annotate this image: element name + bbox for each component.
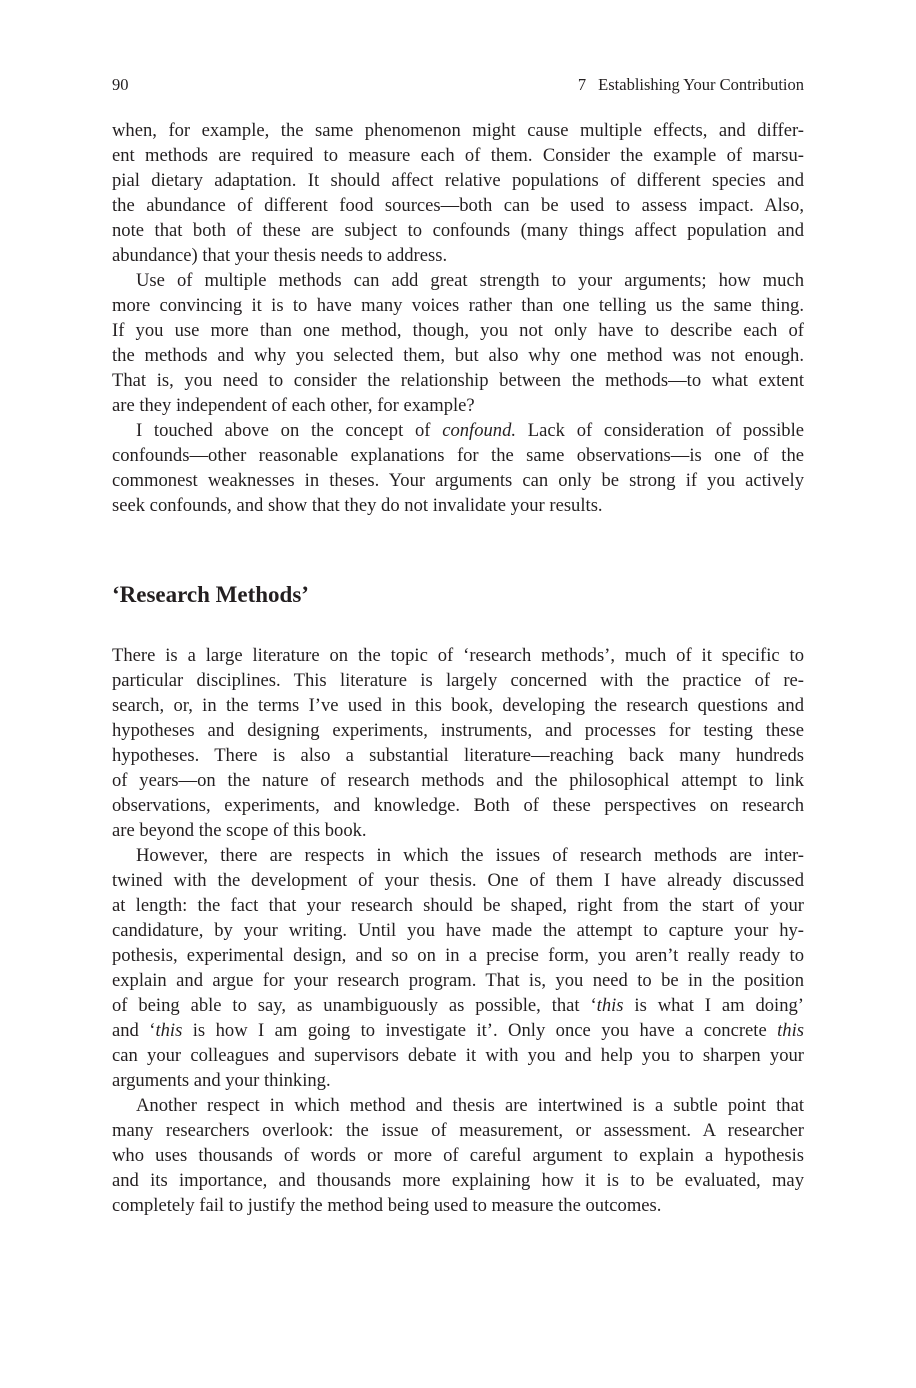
text-line: of years—on the nature of research methods and the philosophical attempt to link — [112, 770, 804, 791]
section-1-body — [112, 118, 804, 518]
text-line: are beyond the scope of this book. — [112, 820, 367, 841]
text-line — [112, 993, 804, 1018]
text-line: note that both of these are subject to confounds (many things affect population and — [112, 220, 804, 241]
text-line: explain and argue for your research program. That is, you need to be in the position — [112, 970, 804, 991]
text-line: That is, you need to consider the relationship between the methods—to what extent — [112, 370, 804, 391]
text-line — [112, 1018, 804, 1043]
text-line: particular disciplines. This literature is largely concerned with the practice of re- — [112, 670, 804, 691]
text-run: Lack of consideration of possible — [516, 420, 804, 441]
text-line: many researchers overlook: the issue of measurement, or assessment. A researcher — [112, 1120, 804, 1141]
paragraph — [112, 1093, 804, 1218]
page-number: 90 — [112, 75, 129, 94]
text-line: pothesis, experimental design, and so on in a precise form, you aren’t really ready to — [112, 945, 804, 966]
text-line: pial dietary adaptation. It should affect relative populations of different species and — [112, 170, 804, 191]
chapter-running-title — [578, 74, 804, 96]
paragraph — [112, 643, 804, 843]
paragraph — [112, 843, 804, 1093]
section-heading: ‘Research Methods’ — [112, 582, 309, 607]
emphasis-this: this — [777, 1020, 804, 1041]
paragraph — [112, 418, 804, 518]
text-line: hypotheses. There is also a substantial literature—reaching back many hundreds — [112, 745, 804, 766]
text-line: candidature, by your writing. Until you have made the attempt to capture your hy- — [112, 920, 804, 941]
text-line: completely fail to justify the method being used to measure the outcomes. — [112, 1195, 662, 1216]
text-line: when, for example, the same phenomenon might cause multiple effects, and differ- — [112, 120, 804, 141]
text-line — [112, 418, 804, 443]
text-line: Use of multiple methods can add great strength to your arguments; how much — [136, 270, 804, 291]
text-line: abundance) that your thesis needs to address. — [112, 245, 448, 266]
text-run: and ‘ — [112, 1020, 156, 1041]
text-line: twined with the development of your thesis. One of them I have already discussed — [112, 870, 804, 891]
paragraph — [112, 268, 804, 418]
text-line: and its importance, and thousands more explaining how it is to be evaluated, may — [112, 1170, 804, 1191]
text-run: is what I am doing’ — [623, 995, 804, 1016]
text-line: at length: the fact that your research should be shaped, right from the start of your — [112, 895, 804, 916]
text-run: is how I am going to investigate it’. Only once you have a concrete — [182, 1020, 778, 1041]
emphasis-confound: confound. — [442, 420, 517, 441]
section-2-body — [112, 643, 804, 1218]
emphasis-this: this — [596, 995, 624, 1016]
text-line: arguments and your thinking. — [112, 1070, 331, 1091]
text-line: ent methods are required to measure each of them. Consider the example of marsu- — [112, 145, 804, 166]
paragraph — [112, 118, 804, 268]
chapter-number: 7 — [577, 75, 587, 94]
text-line: hypotheses and designing experiments, instruments, and processes for testing these — [112, 720, 804, 741]
running-header — [112, 74, 804, 96]
text-line: the methods and why you selected them, but also why one method was not enough. — [112, 345, 804, 366]
text-line: the abundance of different food sources—both can be used to assess impact. Also, — [112, 195, 804, 216]
text-line: are they independent of each other, for example? — [112, 395, 475, 416]
text-line: If you use more than one method, though, you not only have to describe each of — [112, 320, 804, 341]
text-line: observations, experiments, and knowledge. Both of these perspectives on research — [112, 795, 804, 816]
chapter-title: Establishing Your Contribution — [598, 75, 804, 94]
text-line: commonest weaknesses in theses. Your arguments can only be strong if you actively — [112, 470, 804, 491]
text-line: more convincing it is to have many voices rather than one telling us the same thing. — [112, 295, 804, 316]
text-line: There is a large literature on the topic of ‘research methods’, much of it specific to — [112, 645, 804, 666]
text-line: confounds—other reasonable explanations for the same observations—is one of the — [112, 445, 804, 466]
text-line: search, or, in the terms I’ve used in this book, developing the research questions and — [112, 695, 804, 716]
text-line: who uses thousands of words or more of careful argument to explain a hypothesis — [112, 1145, 804, 1166]
text-line: seek confounds, and show that they do not invalidate your results. — [112, 495, 603, 516]
text-line: can your colleagues and supervisors debate it with you and help you to sharpen your — [112, 1045, 804, 1066]
text-line: Another respect in which method and thesis are intertwined is a subtle point that — [136, 1095, 804, 1116]
text-line: However, there are respects in which the issues of research methods are inter- — [136, 845, 804, 866]
emphasis-this: this — [155, 1020, 183, 1041]
text-run: I touched above on the concept of — [136, 420, 443, 441]
text-run: of being able to say, as unambiguously as possible, that ‘ — [112, 995, 597, 1016]
